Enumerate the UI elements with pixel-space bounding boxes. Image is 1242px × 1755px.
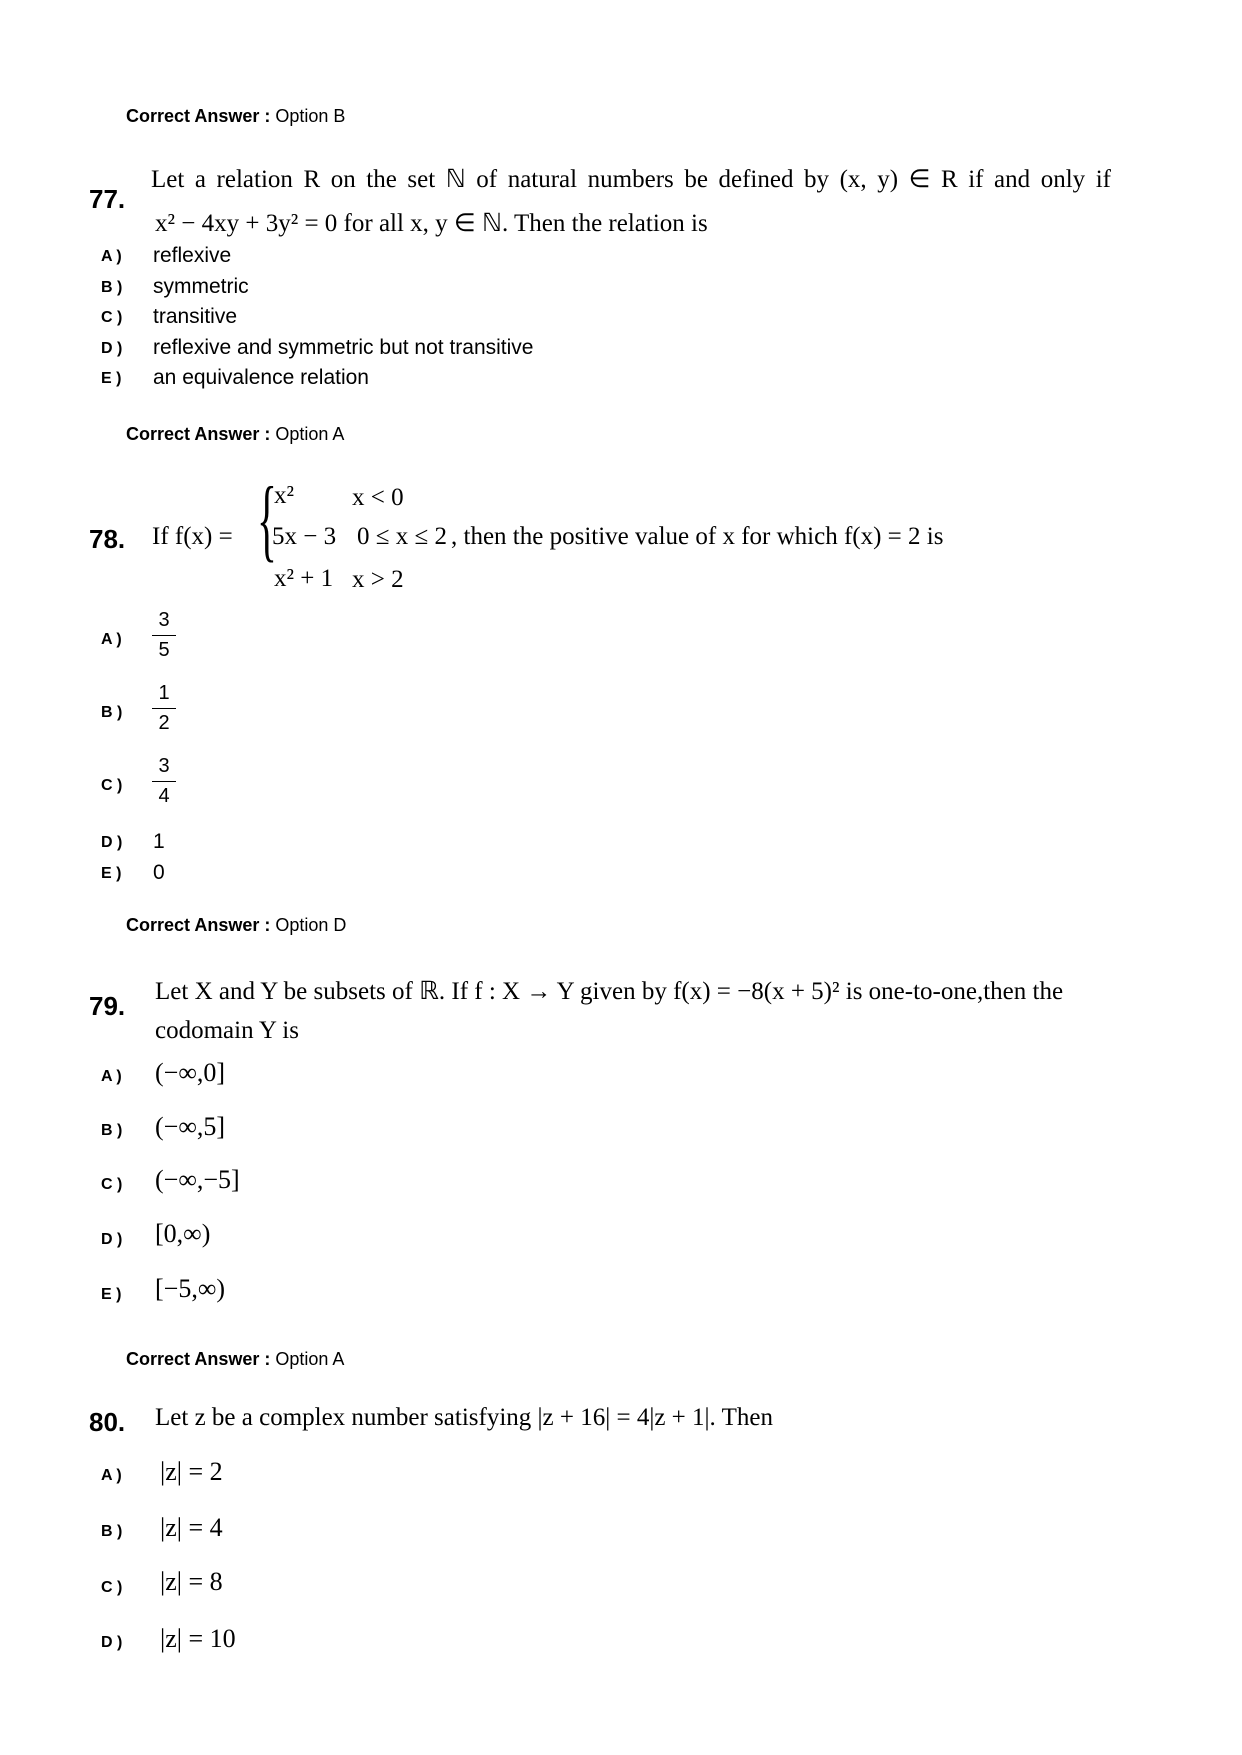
answer-label: Correct Answer : [126,106,271,126]
denominator: 5 [158,639,170,661]
case-expr: x² [274,482,294,509]
case-cond: 0 ≤ x ≤ 2 [357,523,447,550]
option-text: (−∞,0] [155,1058,226,1087]
question-77-line1: Let a relation R on the set ℕ of natural numbers be defined by (x, y) ∈ R if and only if [151,166,1111,193]
numerator: 3 [158,609,170,631]
option-label: A ) [101,1467,122,1484]
option-label: D ) [101,1231,123,1248]
option-text: 1 [153,830,165,853]
option-text: (−∞,5] [155,1112,226,1141]
option-text: symmetric [153,275,249,298]
case-cond: x < 0 [352,484,404,511]
option-text: [0,∞) [155,1219,211,1248]
option-label: D ) [101,1634,123,1651]
option-text: |z| = 4 [160,1513,223,1542]
fraction [152,682,176,735]
option-text: transitive [153,305,238,328]
option-label: C ) [101,777,123,794]
question-77-line2: x² − 4xy + 3y² = 0 for all x, y ∈ ℕ. Then the relation is [155,210,708,237]
option-label: A ) [101,1068,122,1085]
question-80-line1: Let z be a complex number satisfying |z + 16| = 4|z + 1|. Then [155,1404,773,1431]
question-79-line2: codomain Y is [155,1017,299,1044]
option-label: D ) [101,834,123,851]
option-text: |z| = 2 [160,1457,223,1486]
option-label: A ) [101,631,122,648]
option-text: [−5,∞) [155,1274,226,1303]
correct-answer-77: Correct Answer : Option A [126,424,345,444]
case-expr: x² + 1 [274,565,334,592]
option-label: E ) [101,865,122,882]
fraction [152,609,176,662]
question-number-78: 78. [89,524,126,554]
option-label: C ) [101,1176,123,1193]
brace-icon: { [257,468,277,570]
question-78-suffix: , then the positive value of x for which f(x) = 2 is [451,523,944,550]
option-label: B ) [101,1523,123,1540]
correct-answer-79: Correct Answer : Option A [126,1349,345,1369]
option-label: E ) [101,1286,122,1303]
question-number-80: 80. [89,1407,126,1437]
option-label: B ) [101,1122,123,1139]
option-text: |z| = 8 [160,1567,223,1596]
option-label: B ) [101,704,123,721]
option-label: B ) [101,279,123,296]
correct-answer-76 [126,106,345,127]
question-78-prefix: If f(x) = [152,523,233,550]
denominator: 2 [158,712,170,734]
option-label: C ) [101,309,123,326]
case-cond: x > 2 [352,566,404,593]
correct-answer-78: Correct Answer : Option D [126,915,347,935]
option-label: C ) [101,1579,123,1596]
option-text: an equivalence relation [153,366,369,389]
answer-value: Option B [275,106,346,126]
option-text: 0 [153,861,165,884]
numerator: 1 [158,682,170,704]
case-expr: 5x − 3 [272,523,337,550]
option-label: A ) [101,248,122,265]
denominator: 4 [158,785,170,807]
question-79-line1: Let X and Y be subsets of ℝ. If f : X → Y given by f(x) = −8(x + 5)² is one-to-one,then the [155,978,1064,1005]
option-text: reflexive and symmetric but not transitive [153,336,534,359]
question-number-77: 77. [89,184,126,214]
option-text: reflexive [153,244,232,267]
option-text: (−∞,−5] [155,1165,240,1194]
fraction [152,755,176,808]
question-number-79: 79. [89,991,126,1021]
option-text: |z| = 10 [160,1624,236,1653]
option-label: E ) [101,370,122,387]
option-label: D ) [101,340,123,357]
numerator: 3 [158,755,170,777]
